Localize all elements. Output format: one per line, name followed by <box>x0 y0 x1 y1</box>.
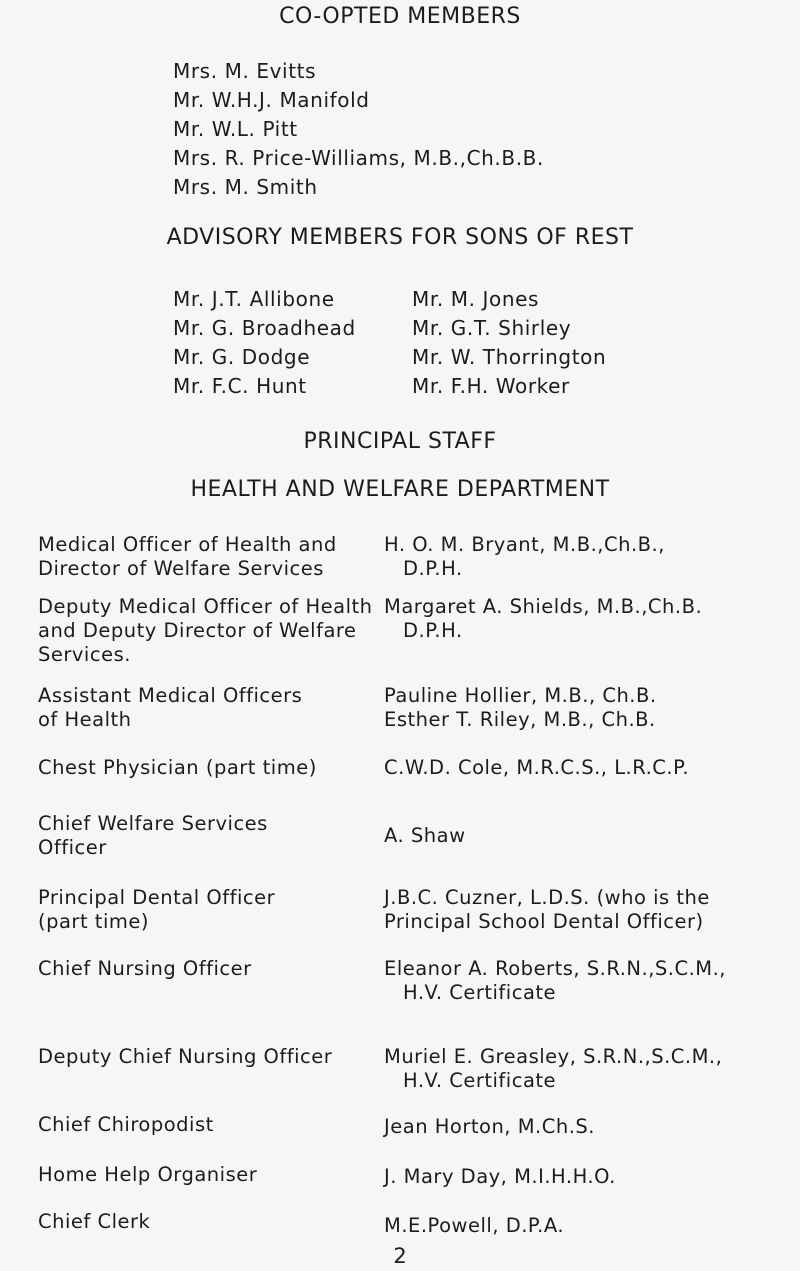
staff-role: Assistant Medical Officers of Health <box>38 684 303 731</box>
staff-name: Margaret A. Shields, M.B.,Ch.B. D.P.H. <box>384 595 703 642</box>
staff-name: M.E.Powell, D.P.A. <box>384 1214 565 1237</box>
staff-name: J.B.C. Cuzner, L.D.S. (who is the Principal School Dental Officer) <box>384 886 710 933</box>
advisory-member: Mr. W. Thorrington <box>412 345 607 369</box>
advisory-member: Mr. J.T. Allibone <box>173 287 335 311</box>
staff-role: Chief Clerk <box>38 1210 151 1233</box>
coopted-member: Mrs. M. Smith <box>173 175 318 199</box>
staff-role: Principal Dental Officer (part time) <box>38 886 276 933</box>
staff-name: C.W.D. Cole, M.R.C.S., L.R.C.P. <box>384 756 690 779</box>
page-number: 2 <box>393 1244 407 1268</box>
staff-role: Medical Officer of Health and Director of Welfare Services <box>38 533 337 580</box>
staff-name: H. O. M. Bryant, M.B.,Ch.B., D.P.H. <box>384 533 665 580</box>
coopted-member: Mr. W.H.J. Manifold <box>173 88 370 112</box>
advisory-member: Mr. F.H. Worker <box>412 374 570 398</box>
staff-role: Deputy Chief Nursing Officer <box>38 1045 333 1068</box>
staff-name: Jean Horton, M.Ch.S. <box>384 1115 595 1138</box>
coopted-member: Mr. W.L. Pitt <box>173 117 298 141</box>
coopted-member: Mrs. M. Evitts <box>173 59 317 83</box>
staff-name: Eleanor A. Roberts, S.R.N.,S.C.M., H.V. Certificate <box>384 957 727 1004</box>
principal-staff-heading: PRINCIPAL STAFF <box>303 429 497 454</box>
department-heading: HEALTH AND WELFARE DEPARTMENT <box>190 477 610 502</box>
staff-name: A. Shaw <box>384 824 466 847</box>
advisory-member: Mr. M. Jones <box>412 287 540 311</box>
staff-role: Chief Welfare Services Officer <box>38 812 268 859</box>
staff-name: Muriel E. Greasley, S.R.N.,S.C.M., H.V. Certificate <box>384 1045 723 1092</box>
staff-role: Chief Nursing Officer <box>38 957 252 980</box>
staff-name: J. Mary Day, M.I.H.H.O. <box>384 1165 616 1188</box>
advisory-member: Mr. G. Broadhead <box>173 316 356 340</box>
coopted-heading: CO-OPTED MEMBERS <box>279 4 521 29</box>
advisory-heading: ADVISORY MEMBERS FOR SONS OF REST <box>166 225 634 250</box>
staff-role: Home Help Organiser <box>38 1163 258 1186</box>
advisory-member: Mr. F.C. Hunt <box>173 374 307 398</box>
staff-role: Chief Chiropodist <box>38 1113 214 1136</box>
coopted-member: Mrs. R. Price-Williams, M.B.,Ch.B.B. <box>173 146 544 170</box>
staff-role: Chest Physician (part time) <box>38 756 317 779</box>
staff-name: Pauline Hollier, M.B., Ch.B. Esther T. Riley, M.B., Ch.B. <box>384 684 657 731</box>
staff-role: Deputy Medical Officer of Health and Deputy Director of Welfare Services. <box>38 595 373 666</box>
advisory-member: Mr. G. Dodge <box>173 345 311 369</box>
advisory-member: Mr. G.T. Shirley <box>412 316 572 340</box>
